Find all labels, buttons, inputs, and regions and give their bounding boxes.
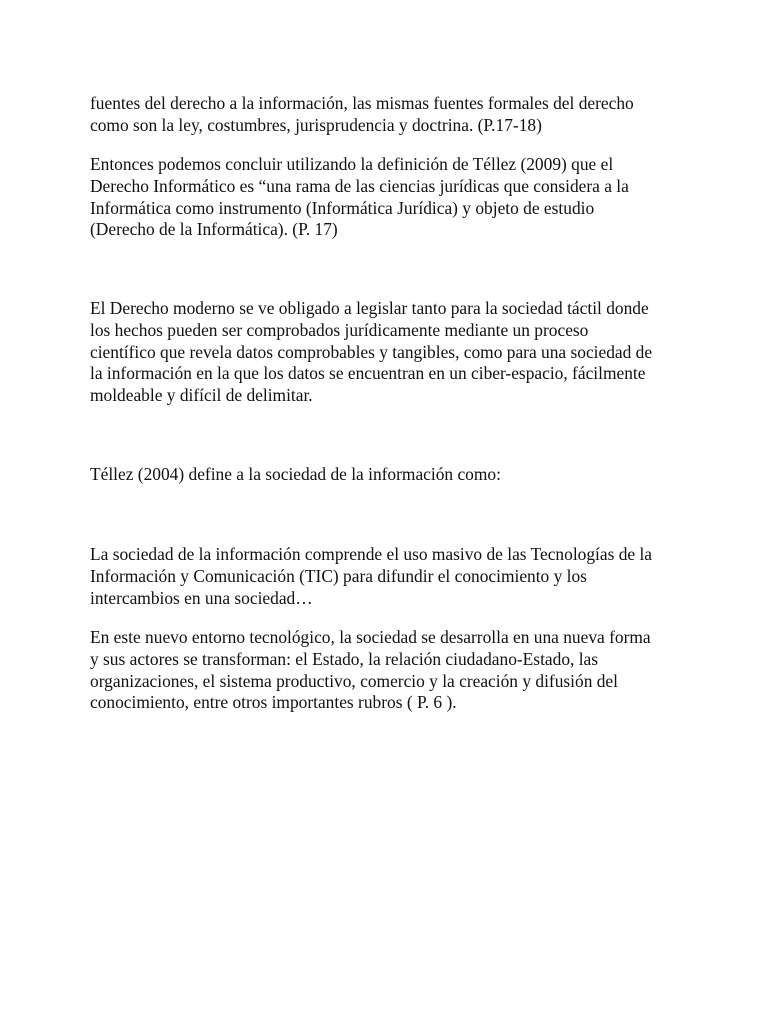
paragraph-derecho-informacion-fuentes <box>90 93 690 137</box>
text-line: los hechos pueden ser comprobados jurídicamente mediante un proceso <box>90 319 589 340</box>
paragraph-entorno-tecnologico <box>90 627 690 714</box>
paragraph-derecho-moderno <box>90 298 690 407</box>
text-line: En este nuevo entorno tecnológico, la sociedad se desarrolla en una nueva forma <box>90 627 651 647</box>
text-line: moldeable y difícil de delimitar. <box>90 385 313 406</box>
text-line: La sociedad de la información comprende el uso masivo de las Tecnologías de la <box>90 544 653 564</box>
text-line: organizaciones, el sistema productivo, comercio y la creación y difusión del <box>90 670 618 691</box>
text-line: El Derecho moderno se ve obligado a legislar tanto para la sociedad táctil donde <box>90 298 649 318</box>
text-line: y sus actores se transforman: el Estado, la relación ciudadano-Estado, las <box>90 648 599 669</box>
text-line: fuentes del derecho a la información, las mismas fuentes formales del derecho <box>90 93 634 113</box>
text-line: (Derecho de la Informática). (P. 17) <box>90 219 338 240</box>
paragraph-sociedad-informacion-quote <box>90 544 690 609</box>
text-line: como son la ley, costumbres, jurisprudencia y doctrina. (P.17-18) <box>90 114 542 135</box>
text-line: Información y Comunicación (TIC) para difundir el conocimiento y los <box>90 565 587 586</box>
text-line: científico que revela datos comprobables y tangibles, como para una sociedad de <box>90 341 653 362</box>
text-line: Entonces podemos concluir utilizando la definición de Téllez (2009) que el <box>90 154 614 174</box>
text-line: Informática como instrumento (Informática Jurídica) y objeto de estudio <box>90 197 595 218</box>
text-line: conocimiento, entre otros importantes rubros ( P. 6 ). <box>90 692 457 713</box>
text-line: intercambios en una sociedad… <box>90 587 313 608</box>
paragraph-definicion-tellez-2009 <box>90 154 690 241</box>
text-line: Derecho Informático es “una rama de las ciencias jurídicas que considera a la <box>90 175 629 196</box>
text-line: Téllez (2004) define a la sociedad de la información como: <box>90 464 501 484</box>
text-line: la información en la que los datos se encuentran en un ciber-espacio, fácilmente <box>90 363 646 384</box>
paragraph-tellez-2004-intro <box>90 464 690 486</box>
